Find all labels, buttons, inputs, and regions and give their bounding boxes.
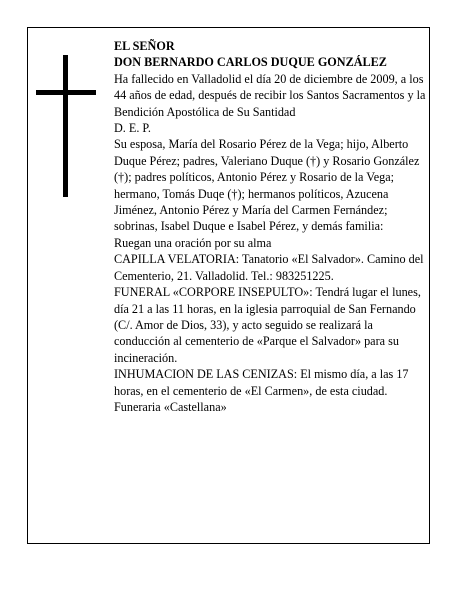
death-announcement: Ha fallecido en Valladolid el día 20 de diciembre de 2009, a los 44 años de edad, después de recibir los Santos Sacramentos y la Bendición Apostólica de Su Santidad (114, 71, 426, 119)
family-list: Su esposa, María del Rosario Pérez de la Vega; hijo, Alberto Duque Pérez; padres, Valeriano Duque (†) y Rosario González (†); padres políticos, Antonio Pérez y Rosario de la Vega; hermano, Tomás Duqe (†); hermanos políticos, Azucena Jiménez, Antonio Pérez y María del Carmen Fernández; sobrinas, Isabel Duque e Isabel Pérez, y demás familia: (114, 137, 420, 234)
deceased-name: DON BERNARDO CARLOS DUQUE GONZÁLEZ (114, 55, 387, 70)
chapel-info: CAPILLA VELATORIA: Tanatorio «El Salvador». Camino del Cementerio, 21. Valladolid. Tel.: 983251225. (114, 252, 424, 283)
obituary-text (114, 38, 428, 415)
cross-icon (36, 55, 96, 197)
dep-line: D. E. P. (114, 121, 151, 136)
burial-info: INHUMACION DE LAS CENIZAS: El mismo día, a las 17 horas, en el cementerio de «El Carmen», de esta ciudad. (114, 367, 409, 398)
prayer-request: Ruegan una oración por su alma (114, 235, 272, 250)
cross-horizontal-bar (36, 90, 96, 95)
funeral-info: FUNERAL «CORPORE INSEPULTO»: Tendrá lugar el lunes, día 21 a las 11 horas, en la iglesia parroquial de San Fernando (C/. Amor de Dios, 33), y acto seguido se realizará la conducción al cementerio de «Parque el Salvador» para su incineración. (114, 285, 421, 365)
cross-vertical-bar (63, 55, 68, 197)
heading-title: EL SEÑOR (114, 39, 175, 53)
funeral-home: Funeraria «Castellana» (114, 399, 227, 414)
